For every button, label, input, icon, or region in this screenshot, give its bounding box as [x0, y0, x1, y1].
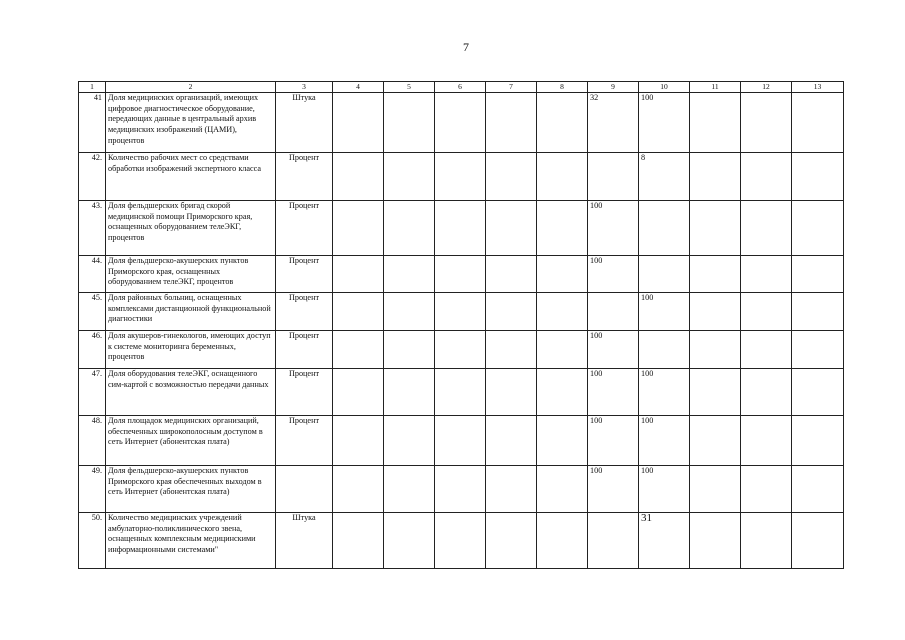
row-number: 46.	[79, 331, 106, 369]
table-row	[79, 293, 844, 331]
value-cell: 100	[588, 466, 639, 513]
table-row	[79, 153, 844, 201]
value-cell	[537, 513, 588, 569]
column-header: 9	[588, 82, 639, 93]
value-cell	[690, 513, 741, 569]
column-header: 2	[106, 82, 276, 93]
value-cell: 100	[639, 416, 690, 466]
value-cell	[435, 293, 486, 331]
value-cell	[741, 256, 792, 293]
unit-cell: Штука	[276, 513, 333, 569]
unit-cell: Штука	[276, 93, 333, 153]
unit-cell: Процент	[276, 331, 333, 369]
value-cell: 31	[639, 513, 690, 569]
value-cell	[486, 513, 537, 569]
value-cell	[384, 93, 435, 153]
value-cell	[639, 201, 690, 256]
table-row	[79, 513, 844, 569]
value-cell	[435, 466, 486, 513]
unit-cell: Процент	[276, 416, 333, 466]
value-cell	[741, 293, 792, 331]
value-cell	[690, 153, 741, 201]
value-cell	[792, 93, 844, 153]
table-row	[79, 201, 844, 256]
row-number: 44.	[79, 256, 106, 293]
table-row	[79, 331, 844, 369]
value-cell	[537, 369, 588, 416]
value-cell	[435, 331, 486, 369]
page-number: 7	[463, 40, 469, 54]
value-cell: 8	[639, 153, 690, 201]
value-cell: 100	[639, 293, 690, 331]
value-cell	[435, 93, 486, 153]
value-cell	[486, 331, 537, 369]
column-header: 12	[741, 82, 792, 93]
value-cell	[333, 416, 384, 466]
value-cell	[741, 369, 792, 416]
value-cell: 32	[588, 93, 639, 153]
value-cell	[792, 331, 844, 369]
row-number: 47.	[79, 369, 106, 416]
row-number: 45.	[79, 293, 106, 331]
column-header: 5	[384, 82, 435, 93]
value-cell	[639, 256, 690, 293]
value-cell	[435, 369, 486, 416]
indicator-name: Доля фельдшерско-акушерских пунктов Приморского края, оснащенных оборудованием телеЭКГ, процентов	[106, 256, 276, 293]
value-cell	[690, 416, 741, 466]
row-number: 48.	[79, 416, 106, 466]
value-cell	[333, 256, 384, 293]
indicator-name: Доля районных больниц, оснащенных комплексами дистанционной функциональной диагностики	[106, 293, 276, 331]
value-cell	[435, 513, 486, 569]
value-cell: 100	[588, 369, 639, 416]
column-header: 13	[792, 82, 844, 93]
unit-cell	[276, 466, 333, 513]
value-cell	[486, 153, 537, 201]
indicator-name: Доля фельдшерско-акушерских пунктов Приморского края обеспеченных выходом в сеть Интернет (абонентская плата)	[106, 466, 276, 513]
column-header: 7	[486, 82, 537, 93]
value-cell	[792, 416, 844, 466]
indicator-name: Доля медицинских организаций, имеющих цифровое диагностическое оборудование, передающих данные в центральный архив медицинских изображений (ЦАМИ), процентов	[106, 93, 276, 153]
value-cell	[792, 256, 844, 293]
value-cell: 100	[639, 93, 690, 153]
value-cell	[741, 466, 792, 513]
value-cell	[384, 201, 435, 256]
unit-cell: Процент	[276, 201, 333, 256]
indicator-name: Доля фельдшерских бригад скорой медицинской помощи Приморского края, оснащенных оборудованием телеЭКГ, процентов	[106, 201, 276, 256]
value-cell	[639, 331, 690, 369]
value-cell	[384, 466, 435, 513]
value-cell: 100	[588, 416, 639, 466]
value-cell	[486, 466, 537, 513]
unit-cell: Процент	[276, 153, 333, 201]
indicators-table	[78, 81, 844, 569]
value-cell	[741, 331, 792, 369]
indicator-name: Количество рабочих мест со средствами обработки изображений экспертного класса	[106, 153, 276, 201]
value-cell	[384, 513, 435, 569]
value-cell: 100	[639, 369, 690, 416]
value-cell	[792, 513, 844, 569]
value-cell	[537, 153, 588, 201]
value-cell	[384, 153, 435, 201]
value-cell	[333, 466, 384, 513]
indicator-name: Доля акушеров-гинекологов, имеющих доступ к системе мониторинга беременных, процентов	[106, 331, 276, 369]
value-cell	[792, 466, 844, 513]
column-header: 8	[537, 82, 588, 93]
table-row	[79, 466, 844, 513]
value-cell	[792, 293, 844, 331]
value-cell	[333, 369, 384, 416]
value-cell	[690, 256, 741, 293]
value-cell	[792, 153, 844, 201]
value-cell	[333, 93, 384, 153]
value-cell	[486, 293, 537, 331]
value-cell	[486, 256, 537, 293]
value-cell	[384, 369, 435, 416]
column-header: 6	[435, 82, 486, 93]
value-cell	[435, 416, 486, 466]
unit-cell: Процент	[276, 369, 333, 416]
row-number: 41	[79, 93, 106, 153]
value-cell	[384, 331, 435, 369]
value-cell	[690, 93, 741, 153]
value-cell	[741, 201, 792, 256]
value-cell: 100	[588, 256, 639, 293]
value-cell	[486, 416, 537, 466]
value-cell	[333, 331, 384, 369]
table-header-row	[79, 82, 844, 93]
row-number: 42.	[79, 153, 106, 201]
value-cell	[486, 201, 537, 256]
value-cell	[537, 331, 588, 369]
column-header: 4	[333, 82, 384, 93]
value-cell	[588, 513, 639, 569]
value-cell	[333, 153, 384, 201]
table-row	[79, 369, 844, 416]
value-cell	[435, 256, 486, 293]
table-row	[79, 93, 844, 153]
value-cell: 100	[639, 466, 690, 513]
value-cell	[537, 93, 588, 153]
value-cell	[690, 331, 741, 369]
row-number: 43.	[79, 201, 106, 256]
row-number: 49.	[79, 466, 106, 513]
column-header: 3	[276, 82, 333, 93]
column-header: 1	[79, 82, 106, 93]
value-cell	[384, 293, 435, 331]
value-cell	[690, 293, 741, 331]
value-cell	[741, 416, 792, 466]
value-cell	[741, 153, 792, 201]
unit-cell: Процент	[276, 256, 333, 293]
indicator-name: Доля площадок медицинских организаций, обеспеченных широкополосным доступом в сеть Интернет (абонентская плата)	[106, 416, 276, 466]
value-cell	[792, 369, 844, 416]
indicator-name: Доля оборудования телеЭКГ, оснащенного сим-картой с возможностью передачи данных	[106, 369, 276, 416]
unit-cell: Процент	[276, 293, 333, 331]
value-cell	[741, 513, 792, 569]
value-cell	[792, 201, 844, 256]
value-cell	[537, 201, 588, 256]
value-cell	[333, 513, 384, 569]
value-cell	[435, 201, 486, 256]
indicator-name: Количество медицинских учреждений амбулаторно-поликлинического звена, оснащенных комплексным медицинскими информационными системами"	[106, 513, 276, 569]
value-cell	[333, 293, 384, 331]
value-cell	[588, 153, 639, 201]
value-cell	[690, 466, 741, 513]
value-cell	[384, 256, 435, 293]
row-number: 50.	[79, 513, 106, 569]
value-cell	[690, 369, 741, 416]
table-row	[79, 416, 844, 466]
value-cell	[588, 293, 639, 331]
table-row	[79, 256, 844, 293]
value-cell: 100	[588, 201, 639, 256]
value-cell	[537, 256, 588, 293]
value-cell	[690, 201, 741, 256]
column-header: 11	[690, 82, 741, 93]
value-cell	[333, 201, 384, 256]
value-cell	[435, 153, 486, 201]
value-cell	[741, 93, 792, 153]
value-cell	[384, 416, 435, 466]
value-cell	[537, 466, 588, 513]
value-cell	[486, 369, 537, 416]
value-cell	[537, 416, 588, 466]
column-header: 10	[639, 82, 690, 93]
value-cell	[486, 93, 537, 153]
value-cell: 100	[588, 331, 639, 369]
value-cell	[537, 293, 588, 331]
